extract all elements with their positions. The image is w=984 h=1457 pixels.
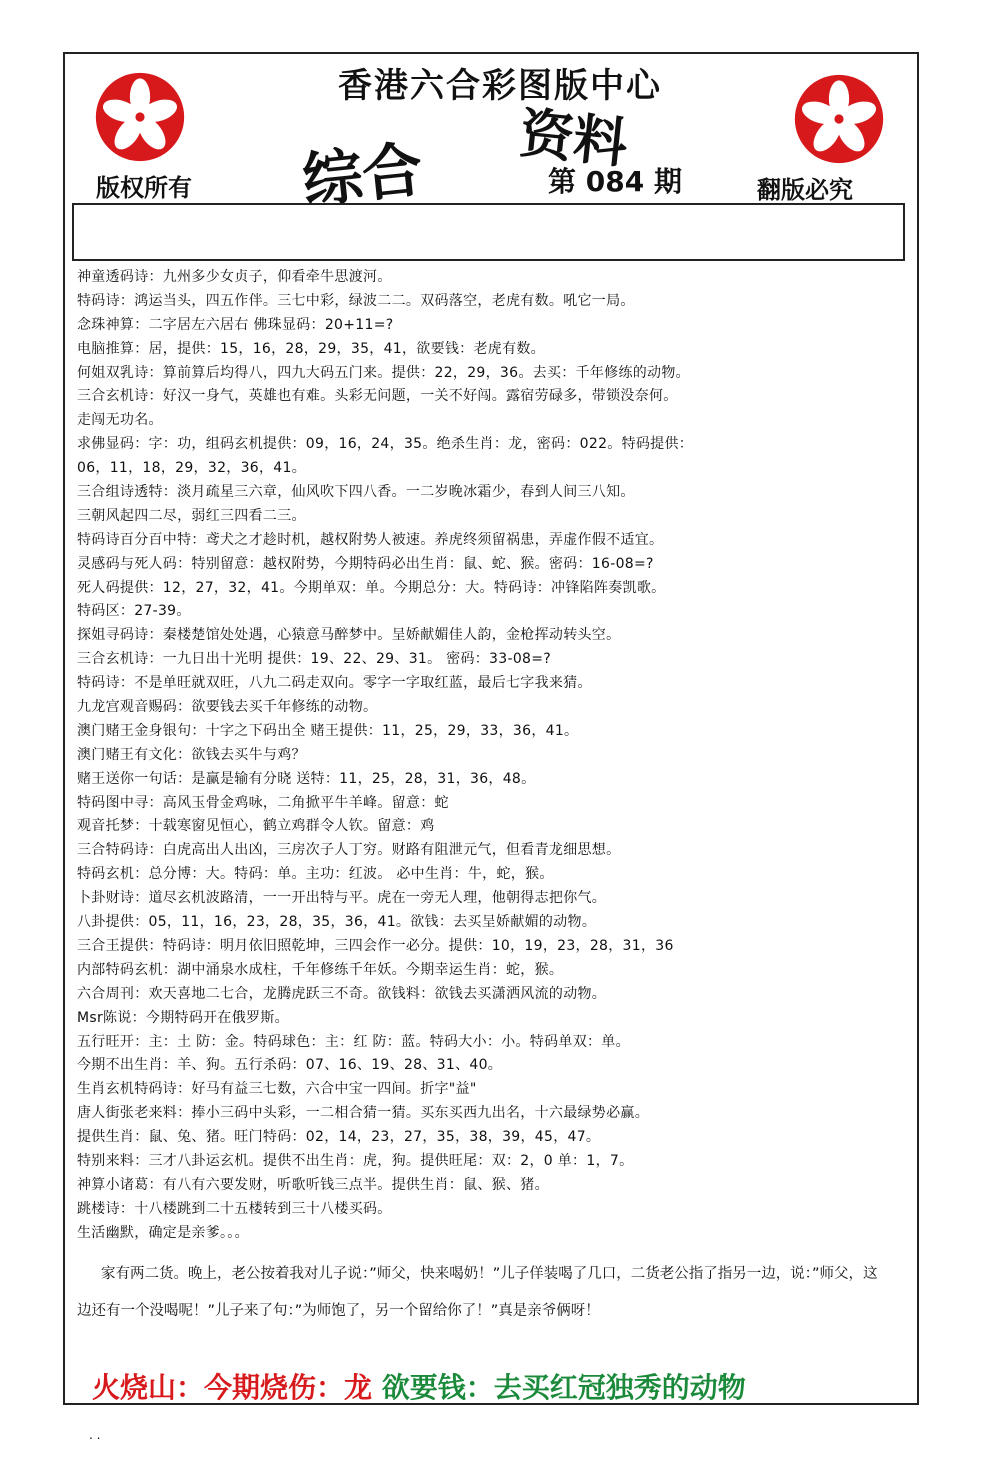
bauhinia-flower-icon	[94, 71, 186, 163]
content-line: 特码玄机：总分博：大。特码：单。主功：红波。 必中生肖：牛，蛇，猴。	[77, 866, 554, 883]
content-line: 内部特码玄机：湖中涌泉水成柱，千年修练千年妖。今期幸运生肖：蛇，猴。	[77, 961, 564, 978]
content-line: 三合组诗透特：淡月疏星三六章，仙风吹下四八香。一二岁晚冰霜少，春到人间三八知。	[77, 484, 635, 501]
content-line: 卜卦财诗：道尽玄机波路清，一一开出特与平。虎在一旁无人理，他朝得志把你气。	[77, 890, 607, 907]
content-line: 何姐双乳诗：算前算后均得八，四九大码五门来。提供：22，29，36。去买：千年修练的动物。	[77, 364, 690, 381]
content-line: 五行旺开：主：土 防：金。特码球色：主：红 防：蓝。特码大小：小。特码单双：单。	[77, 1033, 630, 1050]
content-line: 三合玄机诗：好汉一身气，英雄也有难。头彩无问题，一关不好闯。露宿劳碌多，带锁没奈何。	[77, 388, 678, 405]
big-title-left: 综合	[299, 134, 426, 218]
content-line: 今期不出生肖：羊、狗。五行杀码：07、16、19、28、31、40。	[77, 1057, 503, 1074]
copyright-label: 版权所有	[96, 174, 192, 202]
content-line: 神算小诸葛：有八有六要发财，听歌听钱三点半。提供生肖：鼠、猴、猪。	[77, 1176, 549, 1193]
content-line: 探姐寻码诗：秦楼楚馆处处遇，心猿意马醉梦中。呈娇献媚佳人韵，金枪挥动转头空。	[77, 627, 621, 644]
content-line: 唐人街张老来料：捧小三码中头彩，一二相合猜一猜。买东买西九出名，十六最绿势必赢。	[77, 1105, 649, 1122]
content-line: 念珠神算：二字居左六居右 佛珠显码：20+11=?	[77, 316, 394, 333]
content-line: 九龙宫观音赐码：欲要钱去买千年修练的动物。	[77, 699, 378, 716]
content-line: 六合周刊：欢天喜地二七合，龙腾虎跃三不奇。欲钱料：欲钱去买潇洒风流的动物。	[77, 985, 607, 1002]
issue-number: 第 084 期	[548, 165, 682, 198]
content-line: 生肖玄机特码诗：好马有益三七数，六合中宝一四间。折字"益"	[77, 1081, 477, 1098]
piracy-warning-label: 翻版必究	[757, 176, 853, 204]
big-title-right: 资料	[516, 100, 631, 176]
content-line: 跳楼诗：十八楼跳到二十五楼转到三十八楼买码。	[77, 1200, 392, 1217]
blank-banner-box	[72, 203, 905, 261]
content-line: 灵感码与死人码：特别留意：越权附势，今期特码必出生肖：鼠、蛇、猴。密码：16-08=?	[77, 555, 654, 572]
banner-part-1: 火烧山：今期烧伤：	[92, 1371, 345, 1404]
content-line: 特码图中寻：高风玉骨金鸡咏，二角掀平牛羊峰。留意：蛇	[77, 794, 449, 811]
content-line: 澳门赌王金身银句：十字之下码出全 赌王提供：11，25，29，33，36，41。	[77, 722, 579, 739]
content-line: 电脑推算：居，提供：15，16，28，29，35，41，欲要钱：老虎有数。	[77, 340, 545, 357]
content-line: 特码诗：不是单旺就双旺，八九二码走双向。零字一字取红蓝，最后七字我来猜。	[77, 675, 592, 692]
content-line: 提供生肖：鼠、兔、猪。旺门特码：02，14，23，27，35，38，39，45，47。	[77, 1129, 601, 1146]
content-line: 三朝风起四二尽，弱红三四看二三。	[77, 507, 306, 524]
banner-part-3: 欲要钱：去买红冠独秀的动物	[372, 1371, 746, 1404]
content-line: 三合王提供：特码诗：明月依旧照乾坤，三四会作一必分。提供：10，19，23，28，31，36	[77, 937, 674, 954]
content-line: 06，11，18，29，32，36，41。	[77, 460, 307, 477]
page-title: 香港六合彩图版中心	[338, 66, 662, 106]
content-line: 三合特码诗：白虎高出人出凶，三房次子人丁穷。财路有阻泄元气，但看青龙细思想。	[77, 842, 621, 859]
bauhinia-flower-icon	[793, 73, 885, 165]
content-line: 走闯无功名。	[77, 412, 163, 429]
content-lines	[77, 266, 911, 1246]
content-line: 特码区：27-39。	[77, 603, 191, 620]
joke-story: 家有两二货。晚上，老公按着我对儿子说：”师父，快来喝奶！”儿子佯装喝了几口，二货老公指了指另一边，说：”师父，这边还有一个没喝呢！”儿子来了句：”为师饱了，另一个留给你了！”真是亲爷俩呀！	[77, 1266, 878, 1319]
banner-part-2: 龙	[344, 1371, 373, 1404]
content-line: 死人码提供：12，27，32，41。今期单双：单。今期总分：大。特码诗：冲锋陷阵奏凯歌。	[77, 579, 666, 596]
content-line: 八卦提供：05，11，16，23，28，35，36，41。欲钱：去买呈娇献媚的动物。	[77, 914, 597, 931]
content-line: 特别来料：三才八卦运玄机。提供不出生肖：虎，狗。提供旺尾：双：2，0 单：1，7。	[77, 1152, 634, 1169]
content-line: 神童透码诗：九州多少女贞子，仰看牵牛思渡河。	[77, 269, 392, 285]
bottom-banner	[92, 1366, 746, 1406]
content-line: 特码诗百分百中特：鸢犬之才趁时机，越权附势人被速。养虎终须留祸患，弄虚作假不适宜。	[77, 531, 664, 548]
content-line: 观音托梦：十载寒窗见恒心，鹤立鸡群令人钦。留意：鸡	[77, 818, 435, 835]
content-line: 求佛显码：字：功，组码玄机提供：09，16，24，35。绝杀生肖：龙，密码：022。特码提供：	[77, 436, 694, 453]
content-line: Msr陈说：今期特码开在俄罗斯。	[77, 1009, 289, 1026]
content-line: 特码诗：鸿运当头，四五作伴。三七中彩，绿波二二。双码落空，老虎有数。吼它一局。	[77, 292, 635, 309]
content-line: 三合玄机诗：一九日出十光明 提供：19、22、29、31。 密码：33-08=?	[77, 651, 551, 668]
content-line: 生活幽默，确定是亲爹。。。	[77, 1224, 249, 1241]
content-line: 澳门赌王有文化：欲钱去买牛与鸡？	[77, 746, 306, 763]
content-line: 赌王送你一句话：是赢是输有分晓 送特：11，25，28，31，36，48。	[77, 770, 536, 787]
footer-dots: . .	[89, 1428, 101, 1442]
